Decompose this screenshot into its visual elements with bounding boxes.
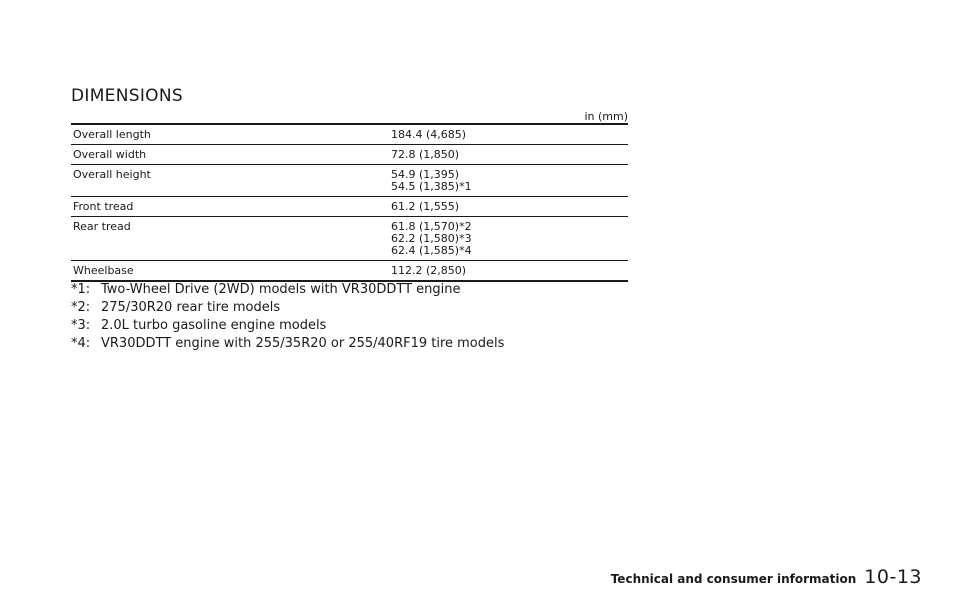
- row-label: Overall height: [71, 165, 389, 197]
- row-value: [389, 124, 628, 145]
- table-row: [71, 165, 628, 197]
- row-label: Rear tread: [71, 217, 389, 261]
- unit-note: in (mm): [584, 110, 628, 123]
- footnote-text: 275/30R20 rear tire models: [101, 300, 281, 315]
- footer-section-title: Technical and consumer information: [610, 572, 857, 586]
- value-line: 61.8 (1,570)*2: [391, 220, 472, 233]
- footnote: [71, 335, 504, 353]
- footnote-mark: *3:: [71, 318, 91, 333]
- row-label: Wheelbase: [73, 264, 134, 277]
- footnote: [71, 281, 504, 299]
- table-row: [71, 261, 628, 282]
- value-line: 112.2 (2,850): [391, 264, 467, 277]
- row-label: Overall length: [71, 124, 389, 145]
- row-value: [389, 197, 628, 217]
- footnote-text: VR30DDTT engine with 255/35R20 or 255/40RF19 tire models: [101, 336, 505, 351]
- value-line: 72.8 (1,850): [391, 148, 460, 161]
- footnote-text: Two-Wheel Drive (2WD) models with VR30DDTT engine: [101, 282, 461, 297]
- footnote: [71, 317, 504, 335]
- value-line: 54.9 (1,395): [391, 168, 460, 181]
- page-title: DIMENSIONS: [71, 86, 183, 106]
- footnote-mark: *2:: [71, 300, 91, 315]
- value-line: 62.2 (1,580)*3: [391, 232, 472, 245]
- table-row: [71, 145, 628, 165]
- dimensions-table: [71, 123, 628, 282]
- row-label: Overall width: [71, 145, 389, 165]
- row-value: [389, 261, 628, 282]
- footnote-text: 2.0L turbo gasoline engine models: [101, 318, 327, 333]
- page-footer: [611, 566, 922, 588]
- table-row: [71, 197, 628, 217]
- table-row: [71, 124, 628, 145]
- row-value: [389, 145, 628, 165]
- value-line: 62.4 (1,585)*4: [391, 244, 472, 257]
- row-value: [389, 165, 628, 197]
- value-line: 54.5 (1,385)*1: [391, 180, 472, 193]
- value-line: 61.2 (1,555): [391, 200, 460, 213]
- footnote-mark: *4:: [71, 336, 91, 351]
- footnote-mark: *1:: [71, 282, 91, 297]
- table-row: [71, 217, 628, 261]
- value-line: 184.4 (4,685): [391, 128, 467, 141]
- page-number: 10-13: [864, 566, 922, 588]
- footnote: [71, 299, 504, 317]
- row-label: Front tread: [71, 197, 389, 217]
- row-value: [389, 217, 628, 261]
- footnotes: [71, 281, 504, 353]
